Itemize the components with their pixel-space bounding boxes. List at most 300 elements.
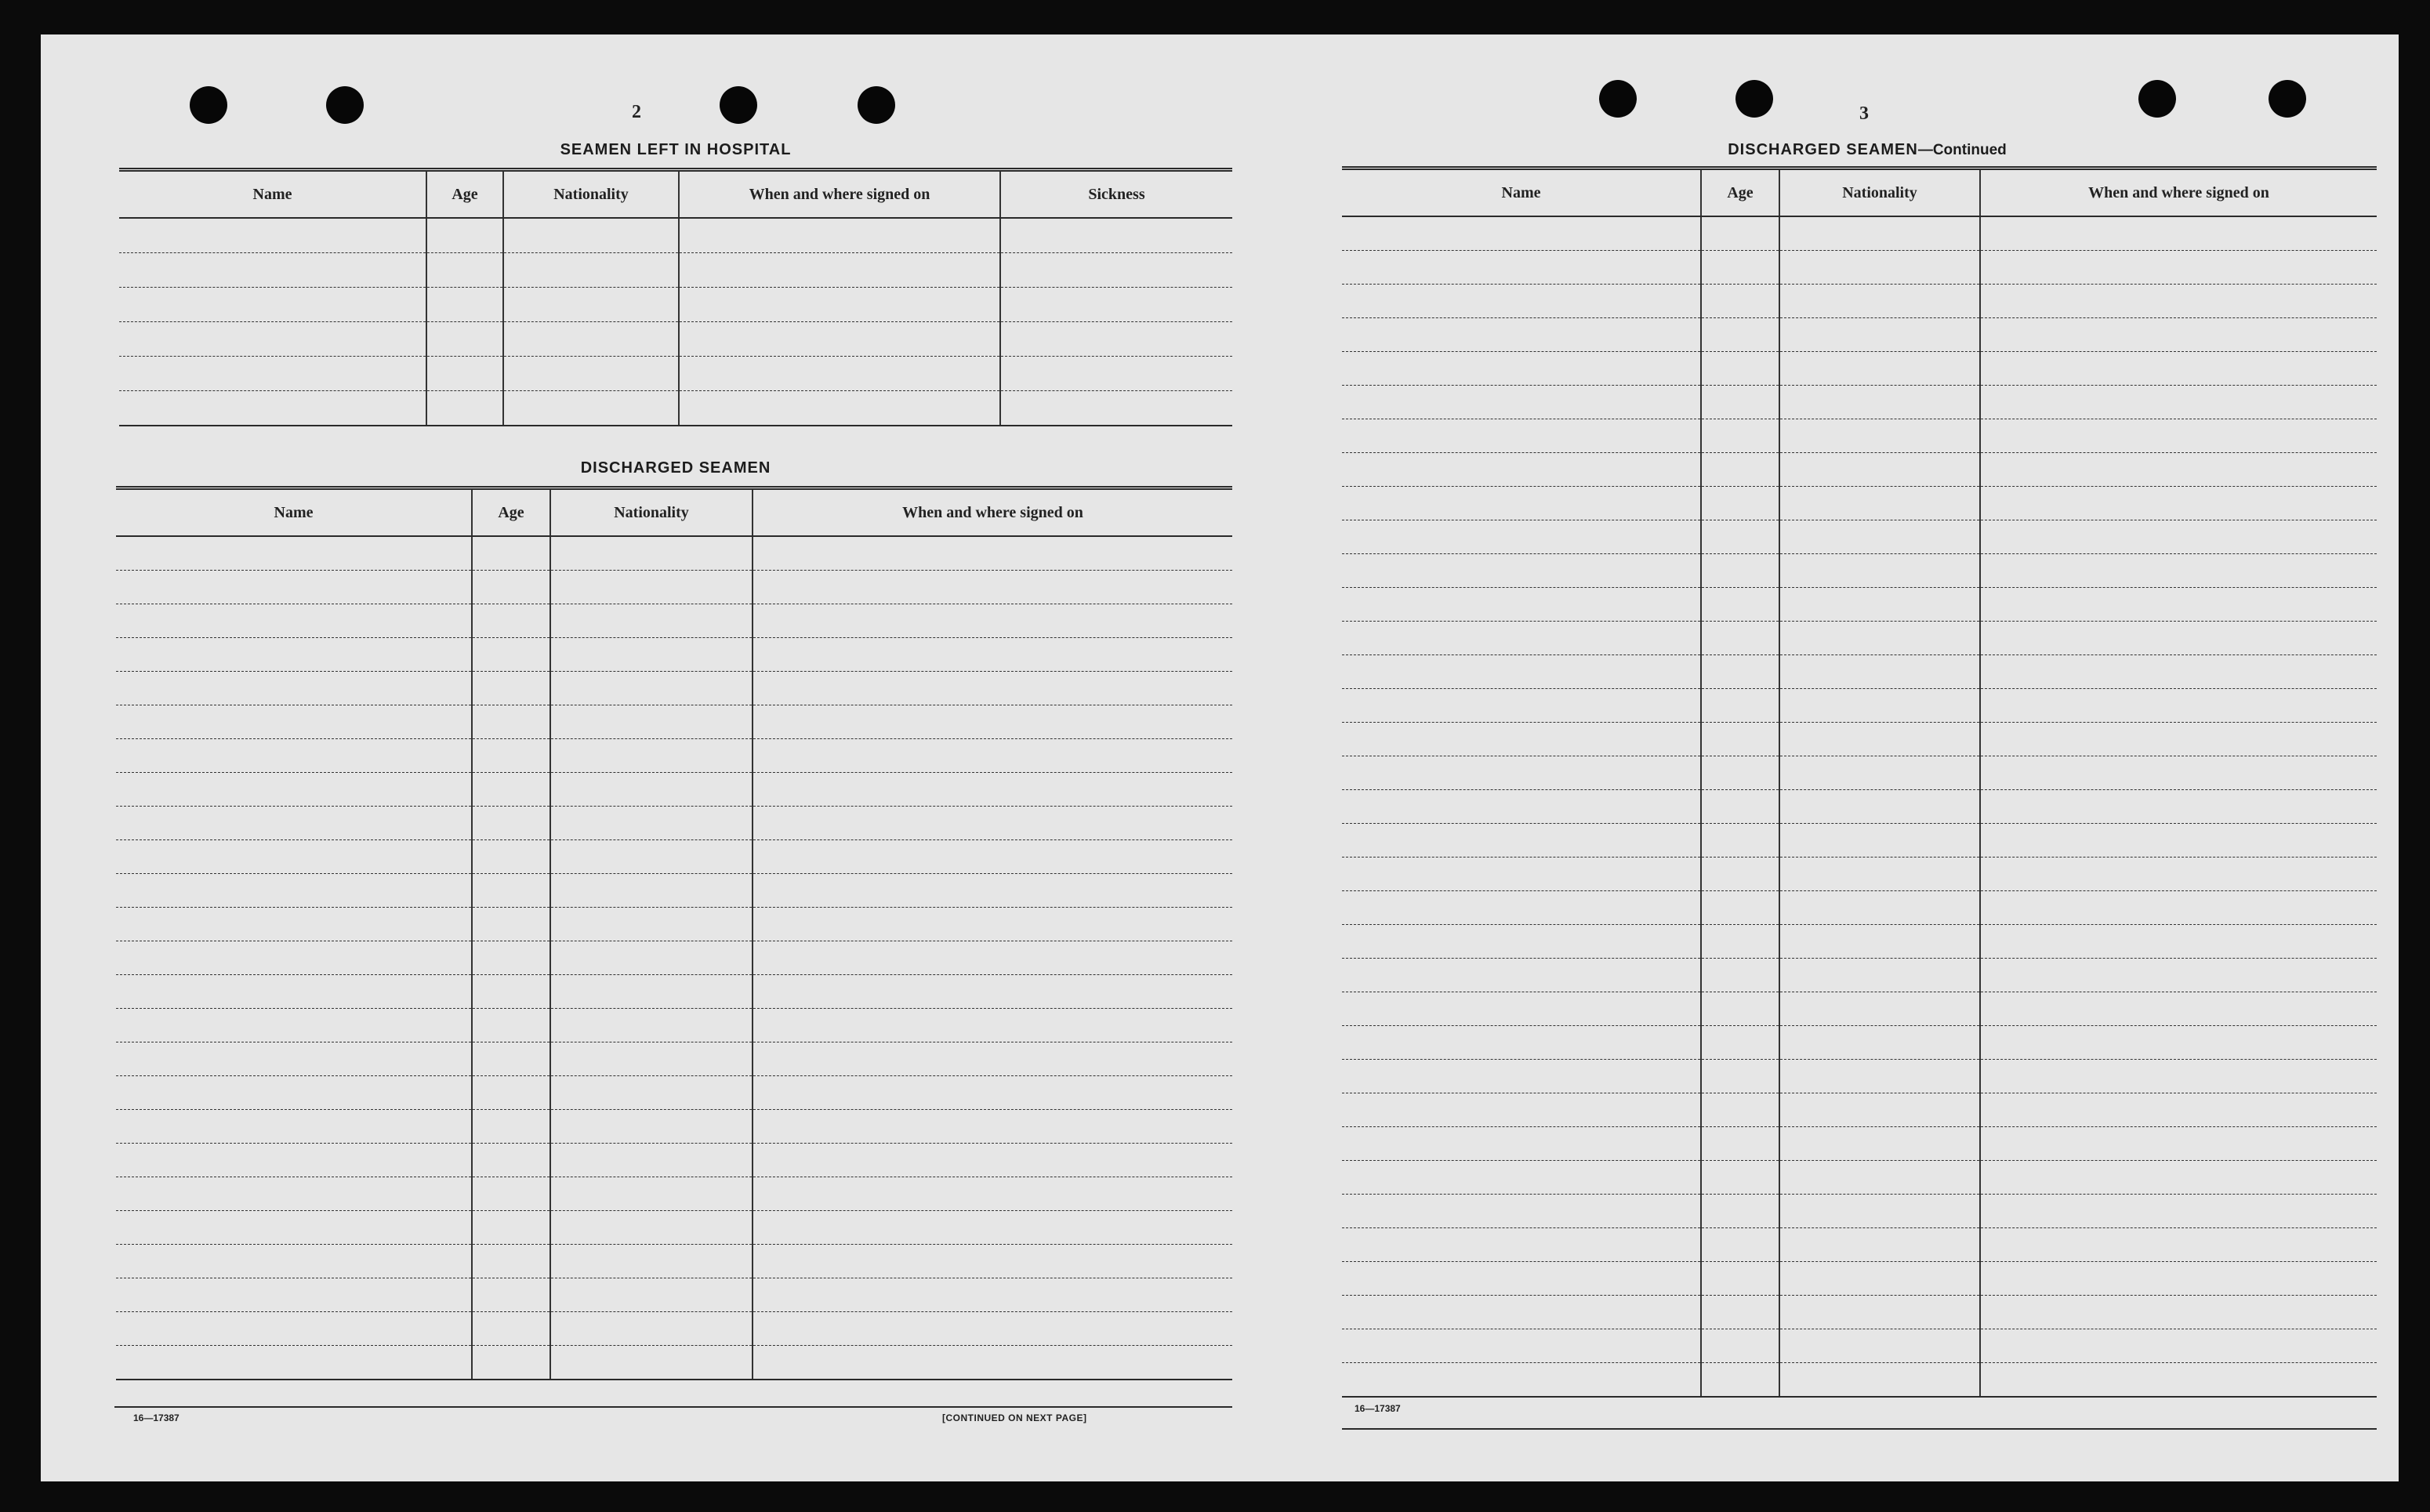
blank-entry-cell[interactable] <box>753 536 1232 571</box>
blank-entry-cell[interactable] <box>1779 487 1980 520</box>
blank-entry-cell[interactable] <box>1701 1093 1779 1127</box>
blank-entry-cell[interactable] <box>753 571 1232 604</box>
blank-entry-cell[interactable] <box>1980 1093 2377 1127</box>
blank-entry-row <box>1342 453 2377 487</box>
blank-entry-cell[interactable] <box>1779 689 1980 723</box>
blank-entry-row <box>1342 487 2377 520</box>
blank-entry-cell[interactable] <box>1779 1262 1980 1296</box>
blank-entry-cell[interactable] <box>1342 858 1701 891</box>
blank-entry-cell[interactable] <box>1980 352 2377 386</box>
blank-entry-row <box>1342 216 2377 251</box>
blank-entry-cell[interactable] <box>550 1211 753 1245</box>
blank-entry-cell[interactable] <box>1779 891 1980 925</box>
blank-entry-cell[interactable] <box>550 1144 753 1177</box>
blank-entry-cell[interactable] <box>1342 925 1701 959</box>
blank-entry-cell[interactable] <box>753 1312 1232 1346</box>
blank-entry-cell[interactable] <box>550 705 753 739</box>
blank-entry-cell[interactable] <box>753 1009 1232 1042</box>
blank-entry-cell[interactable] <box>472 1009 550 1042</box>
blank-entry-cell[interactable] <box>550 604 753 638</box>
blank-entry-cell[interactable] <box>753 638 1232 672</box>
blank-entry-cell[interactable] <box>1779 655 1980 689</box>
blank-entry-cell[interactable] <box>1779 959 1980 992</box>
discharged-continued-table <box>1342 166 2377 1398</box>
blank-entry-cell[interactable] <box>550 1009 753 1042</box>
blank-entry-cell[interactable] <box>1342 1127 1701 1161</box>
blank-entry-cell[interactable] <box>119 288 426 322</box>
blank-entry-cell[interactable] <box>1980 723 2377 756</box>
blank-entry-cell[interactable] <box>426 218 503 253</box>
blank-entry-cell[interactable] <box>1342 1363 1701 1398</box>
column-header: When and where signed on <box>679 170 1000 219</box>
blank-entry-cell[interactable] <box>472 638 550 672</box>
blank-entry-cell[interactable] <box>1980 554 2377 588</box>
blank-entry-cell[interactable] <box>1779 1127 1980 1161</box>
blank-entry-cell[interactable] <box>550 773 753 807</box>
blank-entry-cell[interactable] <box>1701 959 1779 992</box>
blank-entry-cell[interactable] <box>1980 216 2377 251</box>
blank-entry-cell[interactable] <box>472 807 550 840</box>
blank-entry-cell[interactable] <box>1980 1060 2377 1093</box>
blank-entry-cell[interactable] <box>1701 453 1779 487</box>
blank-entry-cell[interactable] <box>472 1144 550 1177</box>
blank-entry-cell[interactable] <box>1000 218 1232 253</box>
blank-entry-cell[interactable] <box>116 941 472 975</box>
blank-entry-cell[interactable] <box>753 807 1232 840</box>
blank-entry-cell[interactable] <box>472 1211 550 1245</box>
blank-entry-row <box>1342 689 2377 723</box>
blank-entry-cell[interactable] <box>1779 1296 1980 1329</box>
blank-entry-cell[interactable] <box>116 840 472 874</box>
blank-entry-cell[interactable] <box>472 705 550 739</box>
blank-entry-cell[interactable] <box>1701 520 1779 554</box>
blank-entry-cell[interactable] <box>472 840 550 874</box>
blank-entry-cell[interactable] <box>1342 318 1701 352</box>
blank-entry-cell[interactable] <box>503 253 679 288</box>
blank-entry-cell[interactable] <box>1342 520 1701 554</box>
blank-entry-cell[interactable] <box>679 288 1000 322</box>
blank-entry-cell[interactable] <box>1779 419 1980 453</box>
blank-entry-cell[interactable] <box>550 638 753 672</box>
blank-entry-cell[interactable] <box>116 1177 472 1211</box>
blank-entry-cell[interactable] <box>1980 453 2377 487</box>
section-title-main: DISCHARGED SEAMEN <box>1728 141 1918 158</box>
blank-entry-cell[interactable] <box>472 1177 550 1211</box>
blank-entry-cell[interactable] <box>753 672 1232 705</box>
blank-entry-cell[interactable] <box>1342 285 1701 318</box>
blank-entry-cell[interactable] <box>116 1346 472 1380</box>
blank-entry-cell[interactable] <box>1980 487 2377 520</box>
page-number: 2 <box>632 102 641 122</box>
blank-entry-cell[interactable] <box>472 604 550 638</box>
blank-entry-cell[interactable] <box>1342 216 1701 251</box>
blank-entry-cell[interactable] <box>753 739 1232 773</box>
blank-entry-cell[interactable] <box>550 1110 753 1144</box>
blank-entry-cell[interactable] <box>1980 285 2377 318</box>
blank-entry-cell[interactable] <box>753 840 1232 874</box>
blank-entry-cell[interactable] <box>1980 959 2377 992</box>
blank-entry-cell[interactable] <box>472 672 550 705</box>
blank-entry-cell[interactable] <box>1779 251 1980 285</box>
blank-entry-row <box>119 253 1232 288</box>
blank-entry-cell[interactable] <box>116 1278 472 1312</box>
blank-entry-cell[interactable] <box>503 357 679 391</box>
blank-entry-cell[interactable] <box>119 253 426 288</box>
blank-entry-cell[interactable] <box>1000 253 1232 288</box>
blank-entry-cell[interactable] <box>116 1312 472 1346</box>
blank-entry-cell[interactable] <box>1980 1329 2377 1363</box>
blank-entry-cell[interactable] <box>1342 1228 1701 1262</box>
discharged-section-title: DISCHARGED SEAMEN <box>580 459 771 477</box>
blank-entry-cell[interactable] <box>472 941 550 975</box>
blank-entry-cell[interactable] <box>116 807 472 840</box>
blank-entry-cell[interactable] <box>753 1278 1232 1312</box>
blank-entry-cell[interactable] <box>472 908 550 941</box>
blank-entry-cell[interactable] <box>1342 419 1701 453</box>
blank-entry-cell[interactable] <box>550 1346 753 1380</box>
blank-entry-cell[interactable] <box>116 1009 472 1042</box>
blank-entry-cell[interactable] <box>753 1110 1232 1144</box>
blank-entry-cell[interactable] <box>550 672 753 705</box>
blank-entry-cell[interactable] <box>1980 790 2377 824</box>
blank-entry-cell[interactable] <box>1980 655 2377 689</box>
blank-entry-cell[interactable] <box>1342 756 1701 790</box>
blank-entry-cell[interactable] <box>1342 352 1701 386</box>
blank-entry-row <box>116 1211 1232 1245</box>
blank-entry-cell[interactable] <box>1701 1262 1779 1296</box>
blank-entry-cell[interactable] <box>503 218 679 253</box>
blank-entry-row <box>116 739 1232 773</box>
blank-entry-cell[interactable] <box>426 322 503 357</box>
blank-entry-cell[interactable] <box>1342 1296 1701 1329</box>
blank-entry-cell[interactable] <box>116 773 472 807</box>
column-header: Nationality <box>550 488 753 537</box>
left-page <box>41 34 1232 1481</box>
blank-entry-cell[interactable] <box>1980 251 2377 285</box>
blank-entry-cell[interactable] <box>1342 1262 1701 1296</box>
blank-entry-cell[interactable] <box>116 604 472 638</box>
blank-entry-cell[interactable] <box>550 1177 753 1211</box>
blank-entry-cell[interactable] <box>1701 487 1779 520</box>
blank-entry-cell[interactable] <box>1980 386 2377 419</box>
blank-entry-cell[interactable] <box>503 288 679 322</box>
blank-entry-cell[interactable] <box>1701 1026 1779 1060</box>
blank-entry-cell[interactable] <box>1701 992 1779 1026</box>
blank-entry-cell[interactable] <box>472 571 550 604</box>
blank-entry-cell[interactable] <box>116 638 472 672</box>
blank-entry-cell[interactable] <box>679 357 1000 391</box>
blank-entry-row <box>119 218 1232 253</box>
blank-entry-cell[interactable] <box>1980 992 2377 1026</box>
blank-entry-cell[interactable] <box>472 1312 550 1346</box>
blank-entry-cell[interactable] <box>753 604 1232 638</box>
blank-entry-cell[interactable] <box>1980 1161 2377 1195</box>
blank-entry-cell[interactable] <box>1779 992 1980 1026</box>
blank-entry-cell[interactable] <box>116 536 472 571</box>
blank-entry-cell[interactable] <box>1779 1026 1980 1060</box>
blank-entry-cell[interactable] <box>550 739 753 773</box>
blank-entry-row <box>1342 352 2377 386</box>
blank-entry-cell[interactable] <box>1342 689 1701 723</box>
blank-entry-cell[interactable] <box>753 705 1232 739</box>
blank-entry-cell[interactable] <box>1701 723 1779 756</box>
blank-entry-cell[interactable] <box>1701 790 1779 824</box>
blank-entry-cell[interactable] <box>1701 1195 1779 1228</box>
blank-entry-cell[interactable] <box>550 941 753 975</box>
blank-entry-cell[interactable] <box>119 322 426 357</box>
blank-entry-cell[interactable] <box>550 1076 753 1110</box>
blank-entry-cell[interactable] <box>1342 992 1701 1026</box>
blank-entry-cell[interactable] <box>426 391 503 426</box>
blank-entry-cell[interactable] <box>1342 824 1701 858</box>
blank-entry-cell[interactable] <box>753 1177 1232 1211</box>
blank-entry-cell[interactable] <box>1342 251 1701 285</box>
blank-entry-cell[interactable] <box>753 1042 1232 1076</box>
blank-entry-cell[interactable] <box>1342 655 1701 689</box>
blank-entry-cell[interactable] <box>1779 386 1980 419</box>
blank-entry-row <box>116 941 1232 975</box>
blank-entry-cell[interactable] <box>503 322 679 357</box>
blank-entry-cell[interactable] <box>753 1346 1232 1380</box>
blank-entry-cell[interactable] <box>1701 756 1779 790</box>
blank-entry-cell[interactable] <box>550 840 753 874</box>
blank-entry-cell[interactable] <box>1342 723 1701 756</box>
blank-entry-cell[interactable] <box>1779 588 1980 622</box>
blank-entry-cell[interactable] <box>1342 891 1701 925</box>
blank-entry-cell[interactable] <box>550 1278 753 1312</box>
blank-entry-cell[interactable] <box>1779 790 1980 824</box>
blank-entry-cell[interactable] <box>472 739 550 773</box>
blank-entry-cell[interactable] <box>1980 1195 2377 1228</box>
blank-entry-row <box>1342 992 2377 1026</box>
blank-entry-cell[interactable] <box>1980 891 2377 925</box>
blank-entry-cell[interactable] <box>116 1042 472 1076</box>
blank-entry-cell[interactable] <box>1342 487 1701 520</box>
blank-entry-cell[interactable] <box>1701 419 1779 453</box>
blank-entry-cell[interactable] <box>472 773 550 807</box>
blank-entry-cell[interactable] <box>1701 1127 1779 1161</box>
blank-entry-cell[interactable] <box>1000 288 1232 322</box>
blank-entry-cell[interactable] <box>1779 318 1980 352</box>
blank-entry-cell[interactable] <box>116 975 472 1009</box>
blank-entry-cell[interactable] <box>550 807 753 840</box>
blank-entry-cell[interactable] <box>1701 216 1779 251</box>
blank-entry-cell[interactable] <box>1342 1060 1701 1093</box>
blank-entry-cell[interactable] <box>116 908 472 941</box>
column-header: Name <box>119 170 426 219</box>
blank-entry-cell[interactable] <box>1779 1329 1980 1363</box>
blank-entry-cell[interactable] <box>1980 1127 2377 1161</box>
blank-entry-cell[interactable] <box>116 874 472 908</box>
blank-entry-cell[interactable] <box>116 1144 472 1177</box>
blank-entry-cell[interactable] <box>1980 858 2377 891</box>
blank-entry-cell[interactable] <box>1779 1363 1980 1398</box>
blank-entry-cell[interactable] <box>550 975 753 1009</box>
blank-entry-cell[interactable] <box>1701 655 1779 689</box>
blank-entry-cell[interactable] <box>1342 1161 1701 1195</box>
blank-entry-cell[interactable] <box>1980 622 2377 655</box>
column-header: Age <box>426 170 503 219</box>
blank-entry-cell[interactable] <box>1701 824 1779 858</box>
blank-entry-cell[interactable] <box>116 1245 472 1278</box>
blank-entry-cell[interactable] <box>1980 1296 2377 1329</box>
blank-entry-cell[interactable] <box>119 357 426 391</box>
blank-entry-cell[interactable] <box>1701 925 1779 959</box>
blank-entry-cell[interactable] <box>1701 1329 1779 1363</box>
blank-entry-cell[interactable] <box>1779 520 1980 554</box>
blank-entry-cell[interactable] <box>1342 622 1701 655</box>
blank-entry-row <box>116 1042 1232 1076</box>
blank-entry-cell[interactable] <box>753 874 1232 908</box>
blank-entry-cell[interactable] <box>550 536 753 571</box>
blank-entry-cell[interactable] <box>1342 959 1701 992</box>
blank-entry-cell[interactable] <box>1701 689 1779 723</box>
blank-entry-cell[interactable] <box>1980 588 2377 622</box>
blank-entry-cell[interactable] <box>1701 554 1779 588</box>
blank-entry-cell[interactable] <box>753 908 1232 941</box>
blank-entry-cell[interactable] <box>1980 1228 2377 1262</box>
blank-entry-cell[interactable] <box>472 975 550 1009</box>
punch-hole <box>858 86 895 124</box>
blank-entry-cell[interactable] <box>472 536 550 571</box>
blank-entry-cell[interactable] <box>1779 756 1980 790</box>
blank-entry-cell[interactable] <box>1779 216 1980 251</box>
blank-entry-cell[interactable] <box>116 739 472 773</box>
blank-entry-cell[interactable] <box>753 773 1232 807</box>
blank-entry-cell[interactable] <box>1779 1195 1980 1228</box>
blank-entry-cell[interactable] <box>472 1076 550 1110</box>
blank-entry-cell[interactable] <box>1342 1329 1701 1363</box>
blank-entry-cell[interactable] <box>1779 554 1980 588</box>
blank-entry-cell[interactable] <box>1779 285 1980 318</box>
blank-entry-cell[interactable] <box>472 1245 550 1278</box>
blank-entry-cell[interactable] <box>1701 318 1779 352</box>
blank-entry-cell[interactable] <box>550 1312 753 1346</box>
blank-entry-cell[interactable] <box>119 391 426 426</box>
blank-entry-cell[interactable] <box>1342 1026 1701 1060</box>
blank-entry-cell[interactable] <box>753 1211 1232 1245</box>
blank-entry-cell[interactable] <box>1701 891 1779 925</box>
blank-entry-cell[interactable] <box>1779 352 1980 386</box>
blank-entry-cell[interactable] <box>116 1110 472 1144</box>
blank-entry-cell[interactable] <box>550 1042 753 1076</box>
blank-entry-cell[interactable] <box>1980 925 2377 959</box>
blank-entry-cell[interactable] <box>116 1076 472 1110</box>
blank-entry-row <box>1342 285 2377 318</box>
blank-entry-cell[interactable] <box>1701 1363 1779 1398</box>
blank-entry-cell[interactable] <box>1980 689 2377 723</box>
blank-entry-cell[interactable] <box>550 908 753 941</box>
blank-entry-cell[interactable] <box>1701 858 1779 891</box>
blank-entry-cell[interactable] <box>1779 1161 1980 1195</box>
blank-entry-cell[interactable] <box>1779 723 1980 756</box>
blank-entry-cell[interactable] <box>1980 824 2377 858</box>
blank-entry-row <box>1342 790 2377 824</box>
blank-entry-cell[interactable] <box>1980 1262 2377 1296</box>
blank-entry-cell[interactable] <box>1701 352 1779 386</box>
blank-entry-cell[interactable] <box>1779 1228 1980 1262</box>
blank-entry-cell[interactable] <box>1779 1060 1980 1093</box>
blank-entry-cell[interactable] <box>1779 1093 1980 1127</box>
blank-entry-cell[interactable] <box>679 253 1000 288</box>
blank-entry-cell[interactable] <box>1980 520 2377 554</box>
blank-entry-cell[interactable] <box>753 975 1232 1009</box>
blank-entry-cell[interactable] <box>472 1110 550 1144</box>
blank-entry-cell[interactable] <box>1342 386 1701 419</box>
blank-entry-cell[interactable] <box>116 672 472 705</box>
blank-entry-cell[interactable] <box>1342 1093 1701 1127</box>
blank-entry-cell[interactable] <box>1779 824 1980 858</box>
blank-entry-cell[interactable] <box>550 874 753 908</box>
blank-entry-cell[interactable] <box>1980 1363 2377 1398</box>
blank-entry-cell[interactable] <box>119 218 426 253</box>
blank-entry-cell[interactable] <box>1980 1026 2377 1060</box>
discharged-continued-title <box>1326 141 2408 159</box>
blank-entry-cell[interactable] <box>426 288 503 322</box>
blank-entry-cell[interactable] <box>472 1346 550 1380</box>
blank-entry-cell[interactable] <box>753 1245 1232 1278</box>
blank-entry-cell[interactable] <box>1342 554 1701 588</box>
blank-entry-cell[interactable] <box>753 941 1232 975</box>
blank-entry-row <box>1342 824 2377 858</box>
blank-entry-cell[interactable] <box>679 391 1000 426</box>
blank-entry-cell[interactable] <box>472 874 550 908</box>
blank-entry-cell[interactable] <box>1701 1161 1779 1195</box>
blank-entry-cell[interactable] <box>1779 925 1980 959</box>
blank-entry-cell[interactable] <box>472 1278 550 1312</box>
blank-entry-row <box>116 908 1232 941</box>
blank-entry-cell[interactable] <box>1342 588 1701 622</box>
blank-entry-cell[interactable] <box>1000 391 1232 426</box>
bottom-rule <box>114 1406 1232 1408</box>
blank-entry-cell[interactable] <box>1701 386 1779 419</box>
blank-entry-cell[interactable] <box>753 1144 1232 1177</box>
blank-entry-cell[interactable] <box>1000 322 1232 357</box>
blank-entry-cell[interactable] <box>550 1245 753 1278</box>
blank-entry-cell[interactable] <box>1701 1060 1779 1093</box>
blank-entry-row <box>1342 655 2377 689</box>
blank-entry-cell[interactable] <box>550 571 753 604</box>
blank-entry-cell[interactable] <box>426 357 503 391</box>
blank-entry-cell[interactable] <box>1342 453 1701 487</box>
blank-entry-cell[interactable] <box>426 253 503 288</box>
blank-entry-cell[interactable] <box>1779 453 1980 487</box>
blank-entry-cell[interactable] <box>116 571 472 604</box>
blank-entry-cell[interactable] <box>1000 357 1232 391</box>
blank-entry-cell[interactable] <box>1980 419 2377 453</box>
blank-entry-cell[interactable] <box>679 218 1000 253</box>
blank-entry-cell[interactable] <box>472 1042 550 1076</box>
blank-entry-cell[interactable] <box>1701 285 1779 318</box>
blank-entry-cell[interactable] <box>1701 622 1779 655</box>
blank-entry-cell[interactable] <box>503 391 679 426</box>
blank-entry-cell[interactable] <box>1980 756 2377 790</box>
blank-entry-cell[interactable] <box>1701 1296 1779 1329</box>
blank-entry-cell[interactable] <box>1342 1195 1701 1228</box>
blank-entry-cell[interactable] <box>679 322 1000 357</box>
blank-entry-cell[interactable] <box>1779 622 1980 655</box>
blank-entry-cell[interactable] <box>1779 858 1980 891</box>
blank-entry-cell[interactable] <box>116 1211 472 1245</box>
blank-entry-cell[interactable] <box>1701 251 1779 285</box>
blank-entry-cell[interactable] <box>753 1076 1232 1110</box>
blank-entry-cell[interactable] <box>1701 1228 1779 1262</box>
blank-entry-cell[interactable] <box>1980 318 2377 352</box>
blank-entry-row <box>116 705 1232 739</box>
blank-entry-cell[interactable] <box>1701 588 1779 622</box>
blank-entry-cell[interactable] <box>116 705 472 739</box>
blank-entry-cell[interactable] <box>1342 790 1701 824</box>
